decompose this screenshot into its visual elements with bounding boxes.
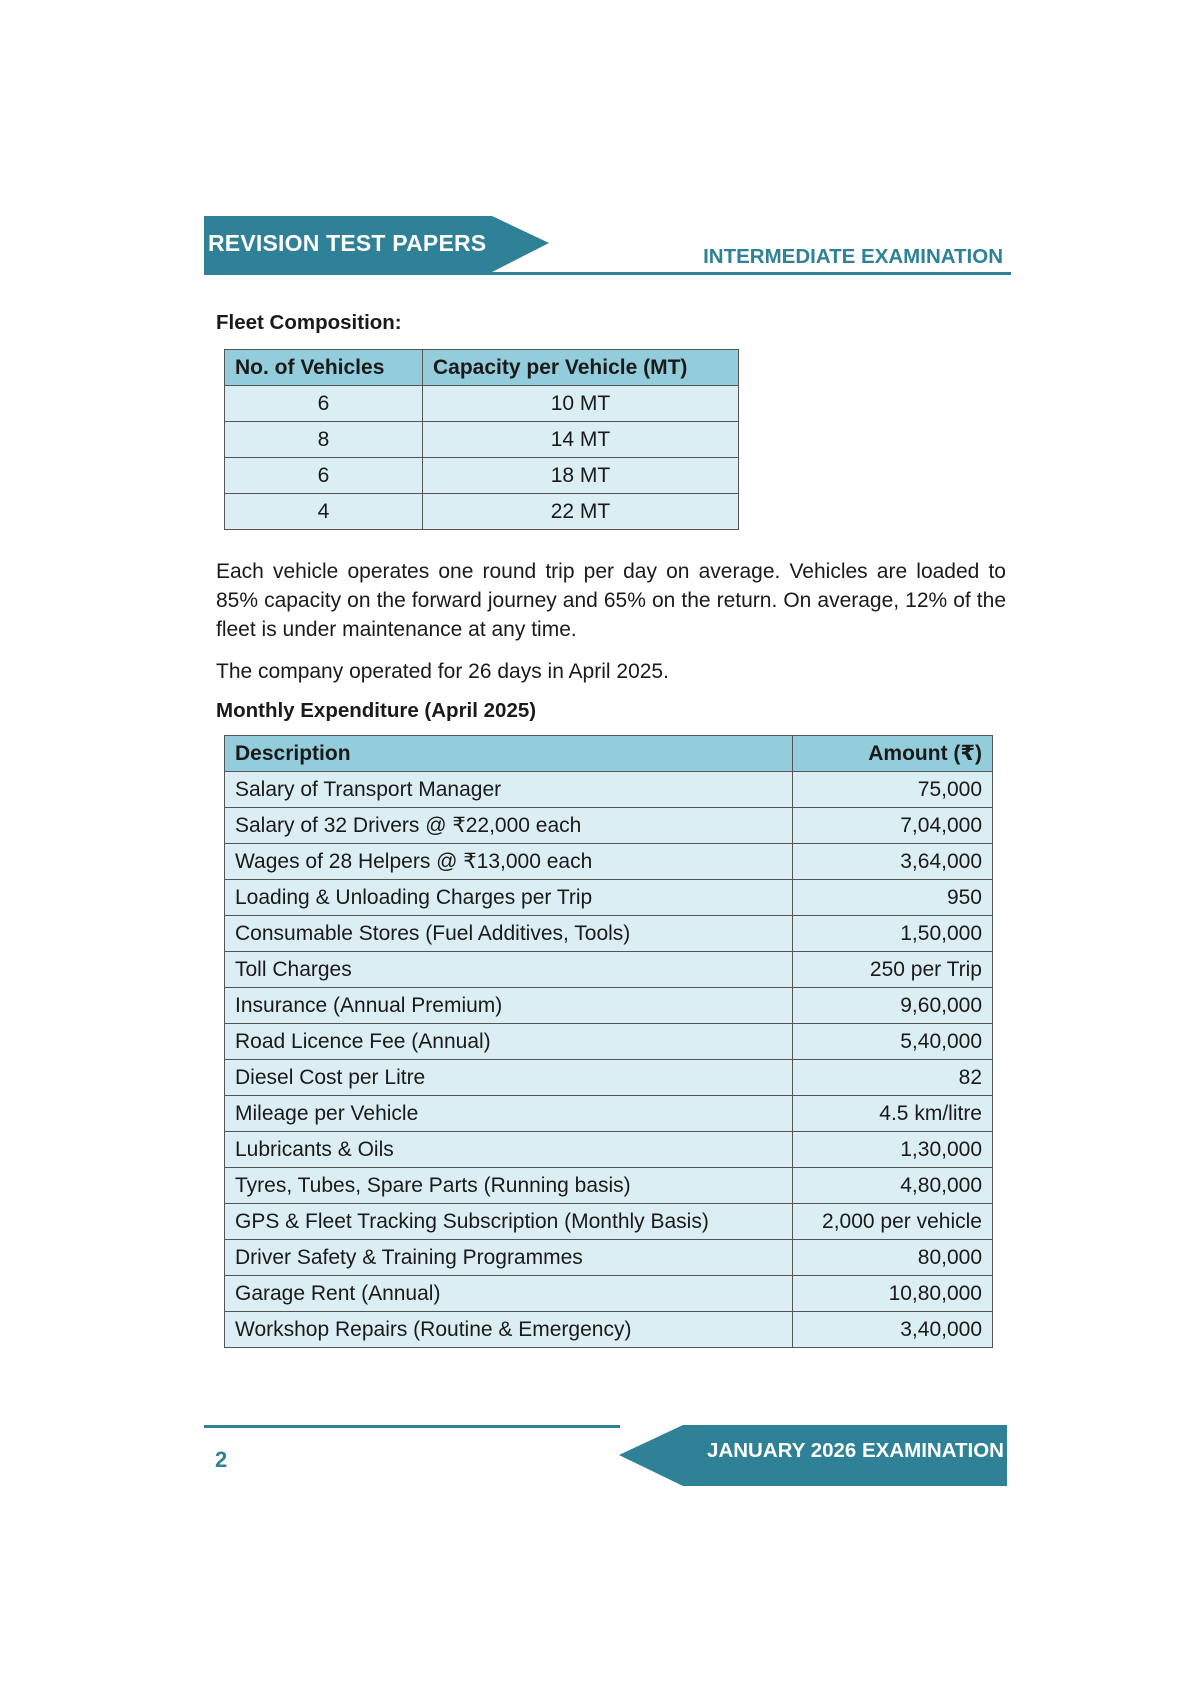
amount-cell: 250 per Trip bbox=[793, 952, 993, 988]
vehicle-count-cell: 6 bbox=[225, 458, 423, 494]
page-number: 2 bbox=[215, 1447, 228, 1472]
vehicle-count-cell: 4 bbox=[225, 494, 423, 530]
amount-cell: 9,60,000 bbox=[793, 988, 993, 1024]
table-row bbox=[225, 952, 993, 988]
fleet-composition-table bbox=[224, 349, 739, 530]
description-cell: Salary of 32 Drivers @ ₹22,000 each bbox=[225, 808, 793, 844]
table-row bbox=[225, 458, 739, 494]
table-row bbox=[225, 1132, 993, 1168]
vehicle-count-cell: 8 bbox=[225, 422, 423, 458]
table-row bbox=[225, 1240, 993, 1276]
capacity-cell: 14 MT bbox=[423, 422, 739, 458]
table-row bbox=[225, 1024, 993, 1060]
table-row bbox=[225, 494, 739, 530]
column-header: No. of Vehicles bbox=[225, 350, 423, 386]
operating-days-paragraph: The company operated for 26 days in April 2025. bbox=[216, 660, 669, 683]
table-header-row bbox=[225, 350, 739, 386]
description-cell: Garage Rent (Annual) bbox=[225, 1276, 793, 1312]
amount-cell: 950 bbox=[793, 880, 993, 916]
footer-banner bbox=[619, 1425, 1007, 1486]
description-cell: Tyres, Tubes, Spare Parts (Running basis) bbox=[225, 1168, 793, 1204]
table-row bbox=[225, 386, 739, 422]
description-cell: Workshop Repairs (Routine & Emergency) bbox=[225, 1312, 793, 1348]
operations-paragraph: Each vehicle operates one round trip per day on average. Vehicles are loaded to 85% capacity on the forward journey and 65% on the return. On average, 12% of the fleet is under maintenance at any time. bbox=[216, 560, 1006, 641]
description-cell: Lubricants & Oils bbox=[225, 1132, 793, 1168]
table-row bbox=[225, 988, 993, 1024]
header-banner bbox=[204, 216, 549, 274]
header-divider bbox=[204, 272, 1011, 275]
fleet-section-title: Fleet Composition: bbox=[216, 311, 402, 334]
table-row bbox=[225, 1096, 993, 1132]
amount-cell: 4,80,000 bbox=[793, 1168, 993, 1204]
amount-cell: 10,80,000 bbox=[793, 1276, 993, 1312]
expenditure-section-title: Monthly Expenditure (April 2025) bbox=[216, 699, 537, 722]
amount-cell: 4.5 km/litre bbox=[793, 1096, 993, 1132]
amount-cell: 1,30,000 bbox=[793, 1132, 993, 1168]
footer-divider bbox=[204, 1425, 620, 1428]
description-cell: Mileage per Vehicle bbox=[225, 1096, 793, 1132]
amount-cell: 75,000 bbox=[793, 772, 993, 808]
vehicle-count-cell: 6 bbox=[225, 386, 423, 422]
column-header: Capacity per Vehicle (MT) bbox=[423, 350, 739, 386]
description-cell: Consumable Stores (Fuel Additives, Tools) bbox=[225, 916, 793, 952]
amount-cell: 7,04,000 bbox=[793, 808, 993, 844]
amount-cell: 2,000 per vehicle bbox=[793, 1204, 993, 1240]
table-row bbox=[225, 1276, 993, 1312]
description-cell: Wages of 28 Helpers @ ₹13,000 each bbox=[225, 844, 793, 880]
description-cell: Driver Safety & Training Programmes bbox=[225, 1240, 793, 1276]
table-row bbox=[225, 772, 993, 808]
table-row bbox=[225, 422, 739, 458]
table-row bbox=[225, 1204, 993, 1240]
amount-cell: 80,000 bbox=[793, 1240, 993, 1276]
column-header: Amount (₹) bbox=[793, 736, 993, 772]
description-cell: Salary of Transport Manager bbox=[225, 772, 793, 808]
description-cell: Loading & Unloading Charges per Trip bbox=[225, 880, 793, 916]
table-header-row bbox=[225, 736, 993, 772]
capacity-cell: 18 MT bbox=[423, 458, 739, 494]
capacity-cell: 10 MT bbox=[423, 386, 739, 422]
amount-cell: 3,64,000 bbox=[793, 844, 993, 880]
amount-cell: 5,40,000 bbox=[793, 1024, 993, 1060]
capacity-cell: 22 MT bbox=[423, 494, 739, 530]
exam-level-label: INTERMEDIATE EXAMINATION bbox=[703, 245, 1003, 268]
header-banner-label: REVISION TEST PAPERS bbox=[208, 230, 487, 256]
footer-banner-label: JANUARY 2026 EXAMINATION bbox=[707, 1439, 1004, 1462]
description-cell: Toll Charges bbox=[225, 952, 793, 988]
amount-cell: 1,50,000 bbox=[793, 916, 993, 952]
table-row bbox=[225, 916, 993, 952]
description-cell: Road Licence Fee (Annual) bbox=[225, 1024, 793, 1060]
description-cell: GPS & Fleet Tracking Subscription (Monthly Basis) bbox=[225, 1204, 793, 1240]
amount-cell: 3,40,000 bbox=[793, 1312, 993, 1348]
table-row bbox=[225, 1168, 993, 1204]
column-header: Description bbox=[225, 736, 793, 772]
table-row bbox=[225, 1312, 993, 1348]
table-row bbox=[225, 1060, 993, 1096]
table-row bbox=[225, 808, 993, 844]
table-row bbox=[225, 880, 993, 916]
description-cell: Insurance (Annual Premium) bbox=[225, 988, 793, 1024]
amount-cell: 82 bbox=[793, 1060, 993, 1096]
description-cell: Diesel Cost per Litre bbox=[225, 1060, 793, 1096]
monthly-expenditure-table bbox=[224, 735, 993, 1348]
table-row bbox=[225, 844, 993, 880]
